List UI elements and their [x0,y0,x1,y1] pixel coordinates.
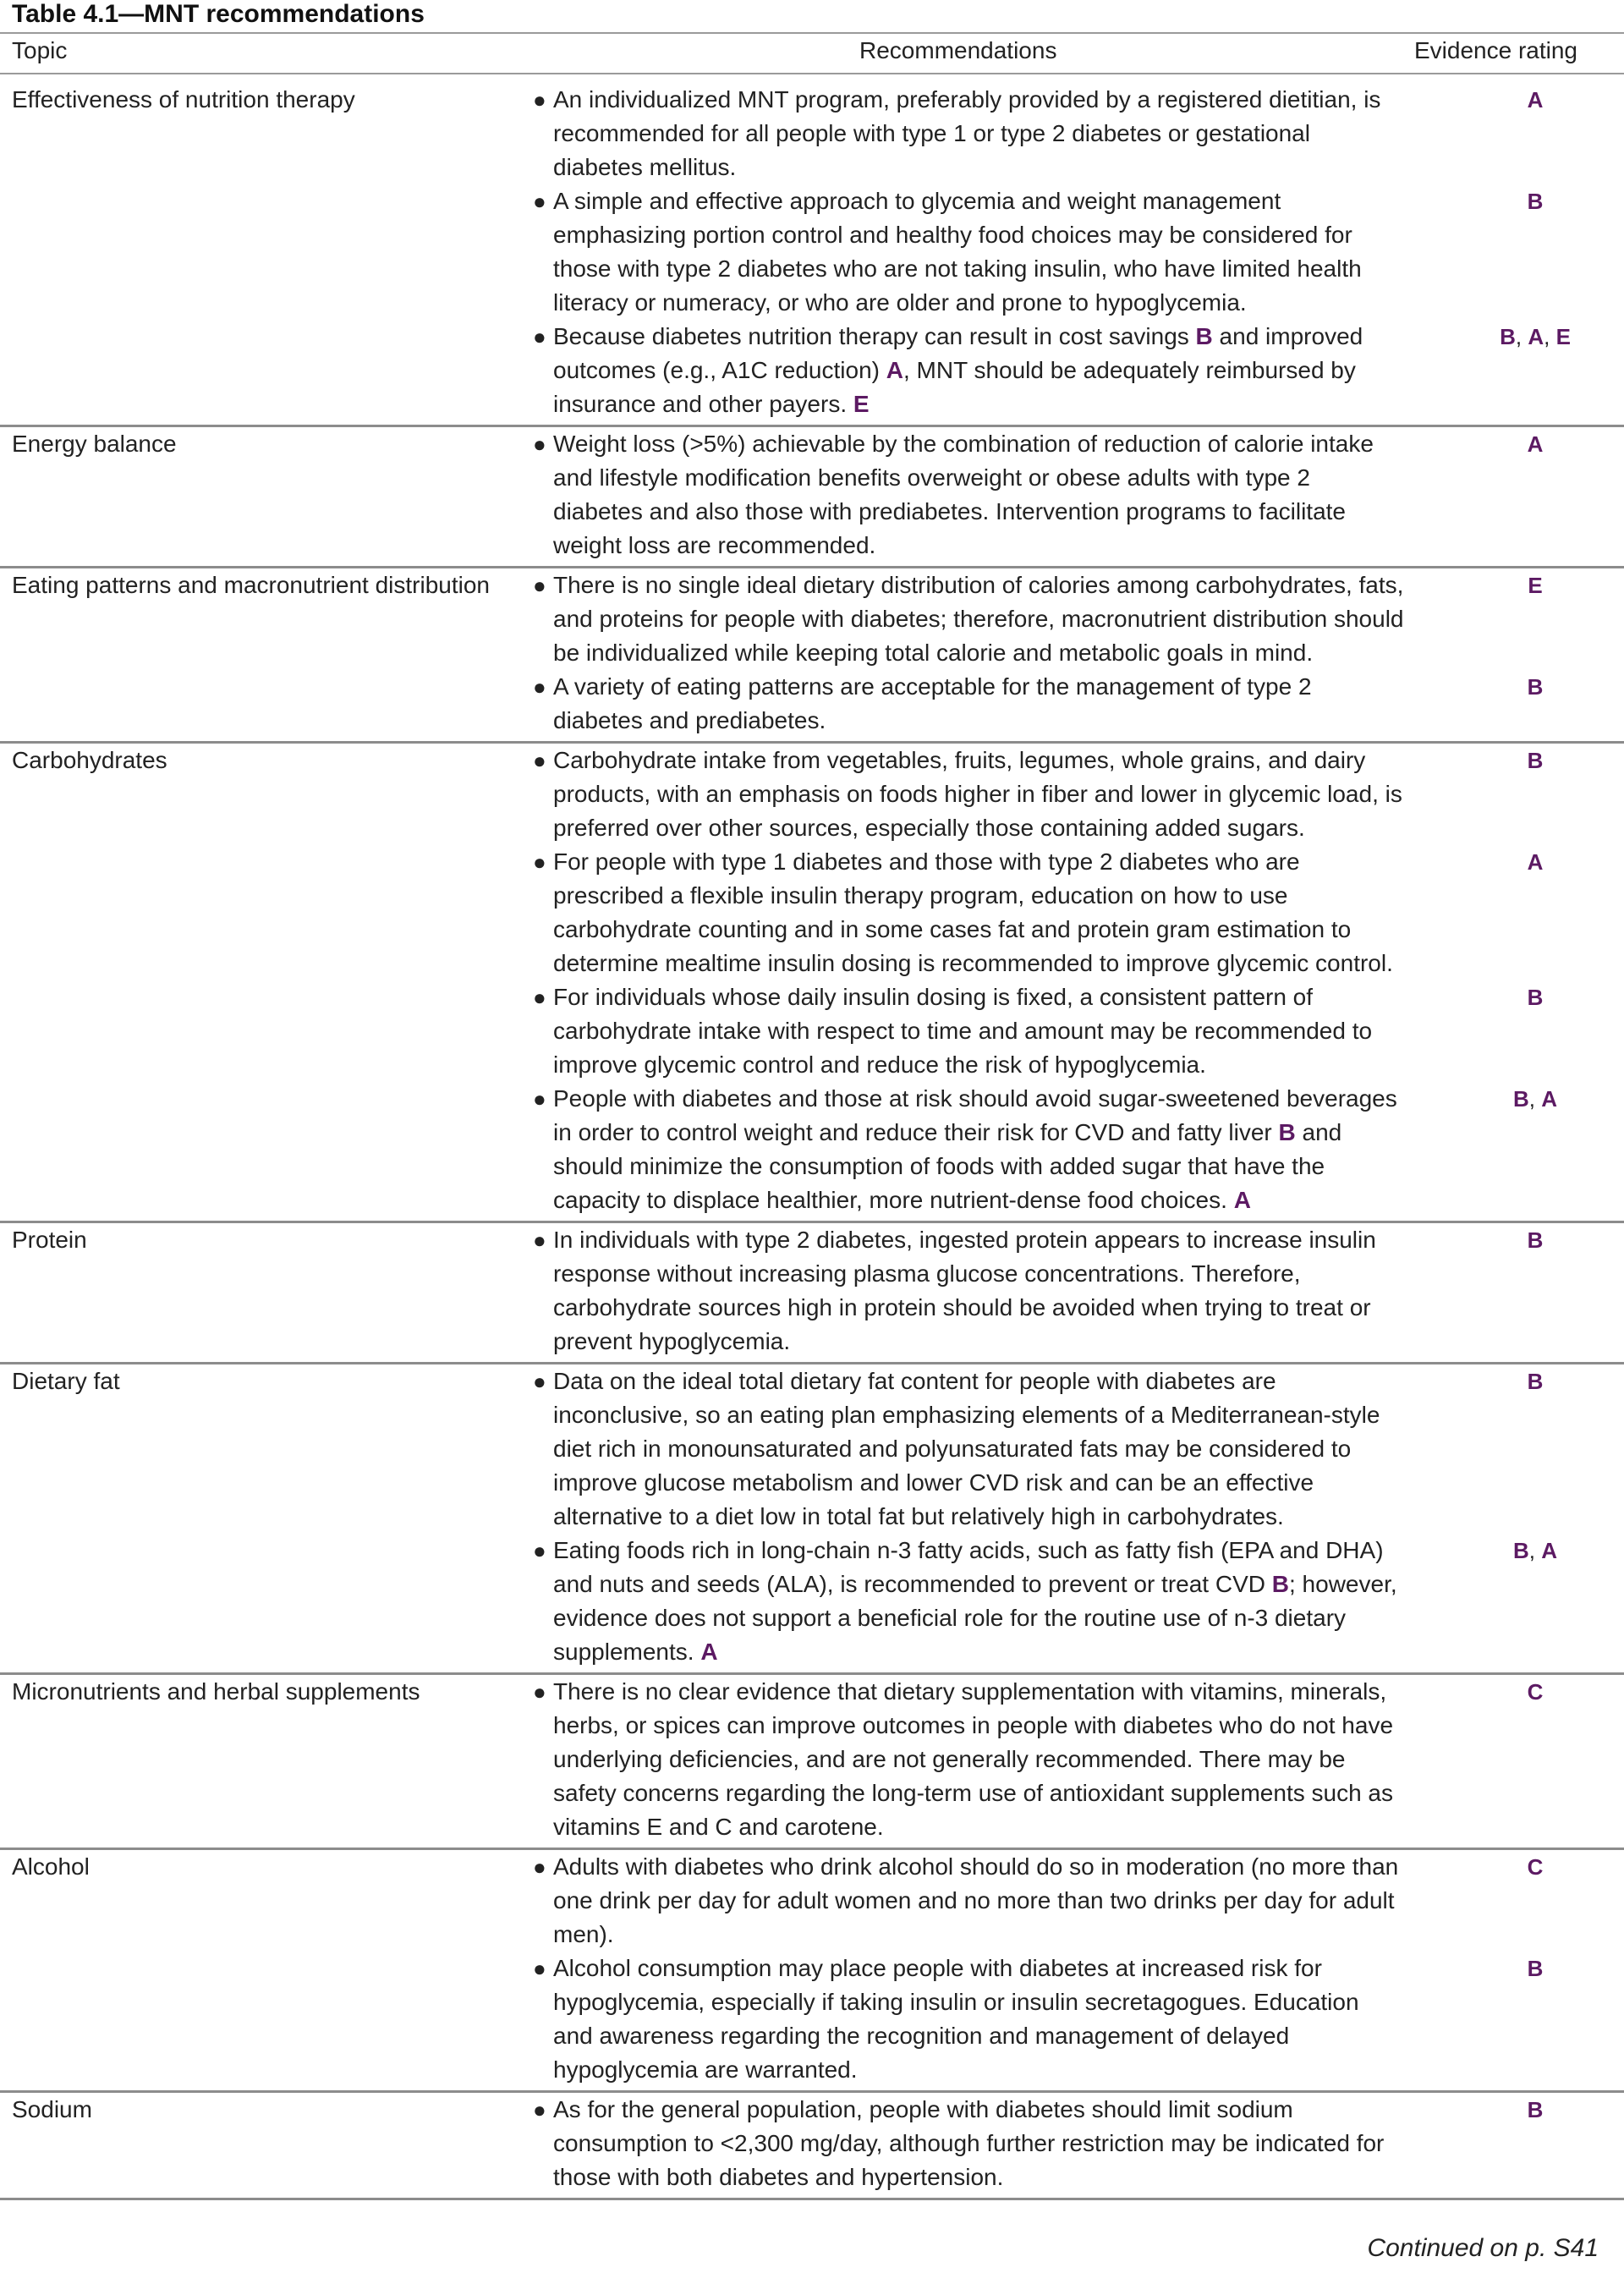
inline-grade: B [1195,323,1213,349]
table-caption: Table 4.1—MNT recommendations [12,0,425,28]
row-topic: Protein [12,1227,87,1253]
rating-grade: B [1500,324,1516,349]
evidence-rating [1413,320,1624,354]
rating-grade: E [1555,324,1571,349]
recommendation-text [553,980,1404,1082]
row-recommendations [533,1675,1544,1844]
text-segment: There is no single ideal dietary distribution of calories among carbohydrates, fats, and proteins for people with diabetes; therefore, macronutrient distribution should be individualized while keeping total calorie and metabolic goals in mind. [553,572,1404,666]
recommendation-item [533,320,1571,421]
rating-grade: A [1541,1538,1557,1563]
bullet-icon: ● [533,1679,546,1705]
text-segment: For people with type 1 diabetes and those with type 2 diabetes who are prescribed a flexible insulin therapy program, education on how to use carbohydrate counting and in some cases fat and protein gram estimation to determine mealtime insulin dosing is recommended to improve glycemic control. [553,848,1393,976]
recommendation-item [533,744,1544,845]
row-recommendations [533,83,1571,421]
recommendation-item [533,845,1544,980]
recommendation-text [553,1675,1404,1844]
rating-separator: , [1528,1086,1542,1112]
rating-grade: A [1527,849,1544,875]
evidence-rating [1413,670,1624,704]
table-row [0,1223,1624,1364]
recommendation-text [553,83,1404,184]
evidence-rating [1413,184,1624,218]
table-row [0,1675,1624,1850]
row-recommendations [533,2093,1544,2194]
rating-grade: E [1528,573,1543,598]
recommendation-text [553,1534,1404,1669]
recommendation-text [553,2093,1404,2194]
row-recommendations [533,1850,1544,2087]
recommendation-text [553,845,1404,980]
bullet-icon: ● [533,674,546,700]
evidence-rating [1413,1675,1624,1709]
recommendation-item [533,1364,1544,1534]
bullet-icon: ● [533,1086,546,1112]
rating-grade: B [1512,1538,1529,1563]
rating-grade: B [1512,1086,1529,1112]
evidence-rating [1413,83,1624,117]
table-row [0,2093,1624,2200]
recommendation-text [553,320,1404,421]
row-topic: Sodium [12,2096,92,2122]
continued-note: Continued on p. S41 [1367,2234,1599,2262]
recommendation-text [553,744,1404,845]
inline-grade: A [1233,1187,1251,1213]
row-recommendations [533,1364,1557,1669]
rating-grade: A [1528,324,1544,349]
recommendation-item [533,1534,1557,1669]
evidence-rating [1413,1223,1624,1257]
row-topic: Micronutrients and herbal supplements [12,1678,420,1705]
bullet-icon: ● [533,87,546,113]
recommendation-item [533,670,1544,738]
text-segment: In individuals with type 2 diabetes, ingested protein appears to increase insulin response without increasing plasma glucose concentrations. Therefore, carbohydrate sources high in protein should be avoided when trying to treat or prevent hypoglycemia. [553,1227,1376,1354]
inline-grade: B [1278,1119,1296,1145]
text-segment: An individualized MNT program, preferably provided by a registered dietitian, is recommended for all people with type 1 or type 2 diabetes or gestational diabetes mellitus. [553,86,1381,180]
rating-grade: B [1527,1956,1544,1981]
row-recommendations [533,1223,1544,1359]
table-row [0,83,1624,427]
inline-grade: A [886,357,903,383]
rating-grade: B [1527,985,1544,1010]
rating-grade: B [1527,2097,1544,2122]
evidence-rating [1413,1082,1624,1116]
text-segment: People with diabetes and those at risk should avoid sugar-sweetened beverages in order to control weight and reduce their risk for CVD and fatty liver [553,1085,1397,1145]
text-segment: and improved outcomes (e.g., A1C reduction) [553,323,1363,383]
row-topic: Carbohydrates [12,747,167,773]
row-recommendations [533,744,1557,1217]
recommendation-text [553,1952,1404,2087]
evidence-rating [1413,744,1624,777]
bullet-icon: ● [533,1538,546,1563]
bullet-icon: ● [533,1956,546,1981]
text-segment: and should minimize the consumption of foods with added sugar that have the capacity to displace healthier, more nutrient-dense food choices. [553,1119,1342,1213]
text-segment: Carbohydrate intake from vegetables, fruits, legumes, whole grains, and dairy products, with an emphasis on foods higher in fiber and lower in glycemic load, is preferred over other sources, especially those containing added sugars. [553,747,1402,841]
rating-grade: C [1527,1679,1544,1705]
rating-grade: B [1527,748,1544,773]
recommendation-item [533,427,1544,563]
recommendation-text [553,1223,1404,1359]
inline-grade: A [700,1639,718,1665]
recommendation-item [533,1223,1544,1359]
bullet-icon: ● [533,431,546,457]
row-topic: Dietary fat [12,1368,120,1394]
text-segment: ; however, evidence does not support a beneficial role for the routine use of n-3 dietary supplements. [553,1571,1397,1665]
row-topic: Energy balance [12,431,177,457]
row-recommendations [533,427,1544,563]
evidence-rating [1413,1364,1624,1398]
header-recommendations: Recommendations [859,37,1057,63]
table-body [0,83,1624,2200]
rating-separator: , [1544,324,1556,349]
bullet-icon: ● [533,849,546,875]
bullet-icon: ● [533,324,546,349]
rating-grade: B [1527,189,1544,214]
recommendation-item [533,1850,1544,1952]
table-row [0,1850,1624,2093]
rating-grade: B [1527,1369,1544,1394]
header-topic: Topic [12,37,68,63]
row-topic: Eating patterns and macronutrient distribution [12,572,490,598]
table-row [0,744,1624,1223]
bullet-icon: ● [533,189,546,214]
text-segment: For individuals whose daily insulin dosing is fixed, a consistent pattern of carbohydrate intake with respect to time and amount may be recommended to improve glycemic control and reduce the risk of hypoglycemia. [553,984,1373,1078]
text-segment: A simple and effective approach to glycemia and weight management emphasizing portion control and healthy food choices may be considered for those with type 2 diabetes who are not taking insulin, who have limited health literacy or numeracy, or who are older and prone to hypoglycemia. [553,188,1362,316]
evidence-rating [1413,980,1624,1014]
evidence-rating [1413,568,1624,602]
recommendation-text [553,1082,1404,1217]
table-row [0,1364,1624,1675]
row-recommendations [533,568,1544,738]
rating-grade: A [1527,431,1544,457]
header-rule [0,73,1624,74]
recommendation-text [553,568,1404,670]
recommendation-item [533,1082,1557,1217]
recommendation-text [553,1850,1404,1952]
recommendation-item [533,568,1543,670]
text-segment: , MNT should be adequately reimbursed by insurance and other payers. [553,357,1356,417]
row-topic: Alcohol [12,1853,90,1880]
recommendation-item [533,83,1544,184]
bullet-icon: ● [533,1854,546,1880]
rating-separator: , [1515,324,1528,349]
bullet-icon: ● [533,573,546,598]
row-topic: Effectiveness of nutrition therapy [12,86,355,113]
recommendation-item [533,1675,1544,1844]
table-row [0,427,1624,568]
evidence-rating [1413,427,1624,461]
text-segment: Weight loss (>5%) achievable by the combination of reduction of calorie intake and lifestyle modification benefits overweight or obese adults with type 2 diabetes and also those with prediabetes. Intervention programs to facilitate weight loss are recommended. [553,431,1374,558]
evidence-rating [1413,845,1624,879]
text-segment: Eating foods rich in long-chain n-3 fatty acids, such as fatty fish (EPA and DHA) and nuts and seeds (ALA), is recommended to prevent or treat CVD [553,1537,1384,1597]
text-segment: As for the general population, people with diabetes should limit sodium consumption to <2,300 mg/day, although further restriction may be indicated for those with both diabetes and hypertension. [553,2096,1385,2190]
header-evidence-rating: Evidence rating [1414,37,1578,63]
recommendation-item [533,980,1544,1082]
text-segment: Data on the ideal total dietary fat content for people with diabetes are inconclusive, so an eating plan emphasizing elements of a Mediterranean-style diet rich in monounsaturated and polyunsaturated fats may be considered to improve glucose metabolism and lower CVD risk and can be an effective alternative to a diet low in total fat but relatively high in carbohydrates. [553,1368,1380,1529]
rating-grade: A [1527,87,1544,113]
text-segment: Alcohol consumption may place people with diabetes at increased risk for hypoglycemia, especially if taking insulin or insulin secretagogues. Education and awareness regarding the recognition and management of delayed hypoglycemia are warranted. [553,1955,1359,2083]
recommendation-text [553,184,1404,320]
evidence-rating [1413,1952,1624,1985]
recommendation-text [553,1364,1404,1534]
recommendation-text [553,670,1404,738]
recommendation-item [533,1952,1544,2087]
rating-grade: A [1541,1086,1557,1112]
text-segment: Because diabetes nutrition therapy can result in cost savings [553,323,1196,349]
rating-separator: , [1528,1538,1542,1563]
evidence-rating [1413,1534,1624,1568]
recommendation-item [533,184,1544,320]
rating-grade: B [1527,1227,1544,1253]
evidence-rating [1413,1850,1624,1884]
bullet-icon: ● [533,1227,546,1253]
text-segment: There is no clear evidence that dietary supplementation with vitamins, minerals, herbs, or spices can improve outcomes in people with diabetes who do not have underlying deficiencies, and are not generally recommended. There may be safety concerns regarding the long-term use of antioxidant supplements such as vitamins E and C and carotene. [553,1678,1394,1840]
bullet-icon: ● [533,2097,546,2122]
text-segment: A variety of eating patterns are acceptable for the management of type 2 diabetes and prediabetes. [553,673,1312,733]
recommendation-item [533,2093,1544,2194]
table-row [0,568,1624,744]
recommendation-text [553,427,1404,563]
rating-grade: B [1527,674,1544,700]
inline-grade: B [1271,1571,1289,1597]
text-segment: Adults with diabetes who drink alcohol should do so in moderation (no more than one drink per day for adult women and no more than two drinks per day for adult men). [553,1853,1399,1947]
bullet-icon: ● [533,1369,546,1394]
evidence-rating [1413,2093,1624,2127]
table-header [0,34,1624,71]
bullet-icon: ● [533,985,546,1010]
bullet-icon: ● [533,748,546,773]
inline-grade: E [853,391,870,417]
rating-grade: C [1527,1854,1544,1880]
